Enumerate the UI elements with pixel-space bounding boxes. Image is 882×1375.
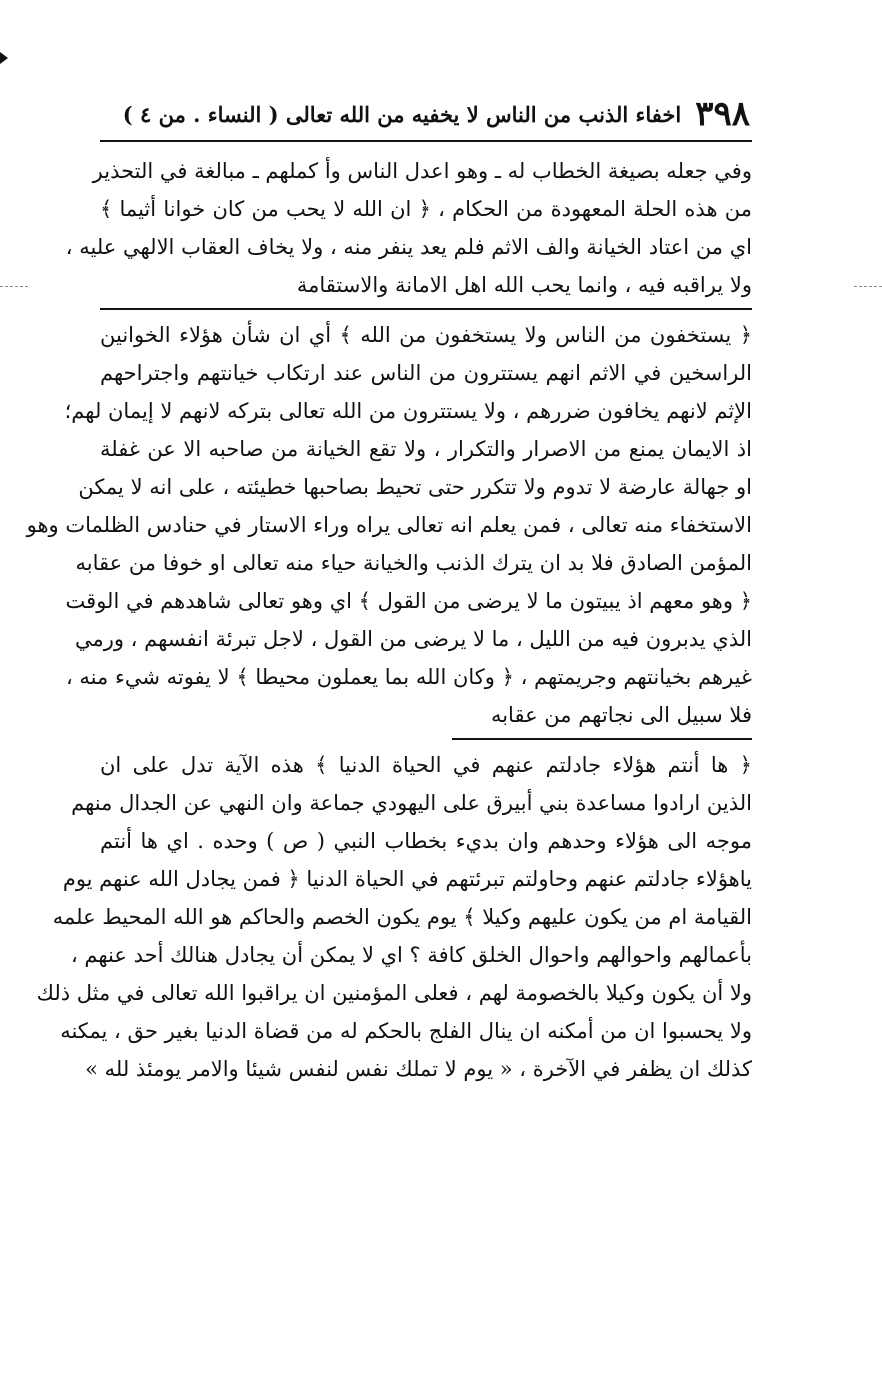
header-rule	[100, 140, 752, 142]
text-line: ولا أن يكون وكيلا بالخصومة لهم ، فعلى المؤمنين ان يراقبوا الله تعالى في مثل ذلك	[36, 981, 752, 1005]
text-line: الاستخفاء منه تعالى ، فمن يعلم انه تعالى يراه وراء الاستار في حنادس الظلمات وهو	[26, 513, 752, 537]
page-header	[122, 92, 750, 136]
text-line: القيامة ام من يكون عليهم وكيلا ﴾ يوم يكون الخصم والحاكم هو الله المحيط علمه	[52, 905, 752, 929]
text-line: ياهؤلاء جادلتم عنهم وحاولتم تبرئتهم في الحياة الدنيا ﴿ فمن يجادل الله عنهم يوم	[62, 867, 752, 891]
text-line: ﴿ وهو معهم اذ يبيتون ما لا يرضى من القول ﴾ اي وهو تعالى شاهدهم في الوقت	[65, 589, 752, 613]
running-head: اخفاء الذنب من الناس لا يخفيه من الله تعالى ( النساء . من ٤ )	[122, 101, 682, 127]
text-line: فلا سبيل الى نجاتهم من عقابه	[490, 703, 752, 727]
text-line: غيرهم بخيانتهم وجريمتهم ، ﴿ وكان الله بما يعملون محيطا ﴾ لا يفوته شيء منه ،	[65, 665, 752, 689]
text-line: موجه الى هؤلاء وحدهم وان بديء بخطاب النبي ( ص ) وحده . اي ها أنتم	[100, 829, 752, 853]
text-line: الذي يدبرون فيه من الليل ، ما لا يرضى من القول ، لاجل تبرئة انفسهم ، ورمي	[74, 627, 752, 651]
text-line: ولا يحسبوا ان من أمكنه ان ينال الفلج بالحكم له من قضاة الدنيا بغير حق ، يمكنه	[60, 1019, 752, 1043]
body-text	[26, 152, 752, 1088]
text-line: كذلك ان يظفر في الآخرة ، « يوم لا تملك نفس لنفس شيئا والامر يومئذ لله »	[85, 1057, 752, 1081]
paragraph-rule	[100, 308, 752, 310]
text-line: الراسخين في الاثم انهم يستترون من الناس عند ارتكاب خيانتهم واجتراحهم	[100, 361, 752, 385]
right-margin-tick	[854, 286, 882, 288]
text-line: اذ الايمان يمنع من الاصرار والتكرار ، ولا تقع الخيانة من صاحبه الا عن غفلة	[100, 437, 752, 461]
text-line: بأعمالهم واحوالهم واحوال الخلق كافة ؟ اي لا يمكن أن يجادل هنالك أحد عنهم ،	[70, 943, 752, 967]
left-margin-tick	[0, 286, 28, 288]
scan-edge-marker	[0, 52, 8, 64]
text-line: من هذه الحلة المعهودة من الحكام ، ﴿ ان الله لا يحب من كان خوانا أثيما ﴾	[100, 197, 752, 221]
text-line: الإثم لانهم يخافون ضررهم ، ولا يستترون من الله تعالى بتركه لانهم لا إيمان لهم؛	[64, 399, 752, 423]
text-line: وفي جعله بصيغة الخطاب له ـ وهو اعدل الناس وأ كملهم ـ مبالغة في التحذير	[92, 159, 752, 183]
text-line: المؤمن الصادق فلا بد ان يترك الذنب والخيانة حياء منه تعالى او خوفا من عقابه	[75, 551, 752, 575]
text-line: ﴿ يستخفون من الناس ولا يستخفون من الله ﴾ أي ان شأن هؤلاء الخوانين	[100, 323, 752, 347]
paragraph-1	[65, 152, 752, 304]
text-line: الذين ارادوا مساعدة بني أبيرق على اليهودي جماعة وان النهي عن الجدال منهم	[71, 791, 752, 815]
paragraph-2	[26, 316, 752, 734]
paragraph-3	[36, 746, 752, 1088]
paragraph-rule	[452, 738, 752, 740]
text-line: ﴿ ها أنتم هؤلاء جادلتم عنهم في الحياة الدنيا ﴾ هذه الآية تدل على ان	[100, 753, 752, 777]
text-line: اي من اعتاد الخيانة والف الاثم فلم يعد ينفر منه ، ولا يخاف العقاب الالهي عليه ،	[65, 235, 752, 259]
text-line: او جهالة عارضة لا تدوم ولا تتكرر حتى تحيط بصاحبها خطيئته ، على انه لا يمكن	[78, 475, 752, 499]
text-line: ولا يراقبه فيه ، وانما يحب الله اهل الامانة والاستقامة	[296, 273, 752, 297]
page-number: ٣٩٨	[695, 94, 750, 134]
